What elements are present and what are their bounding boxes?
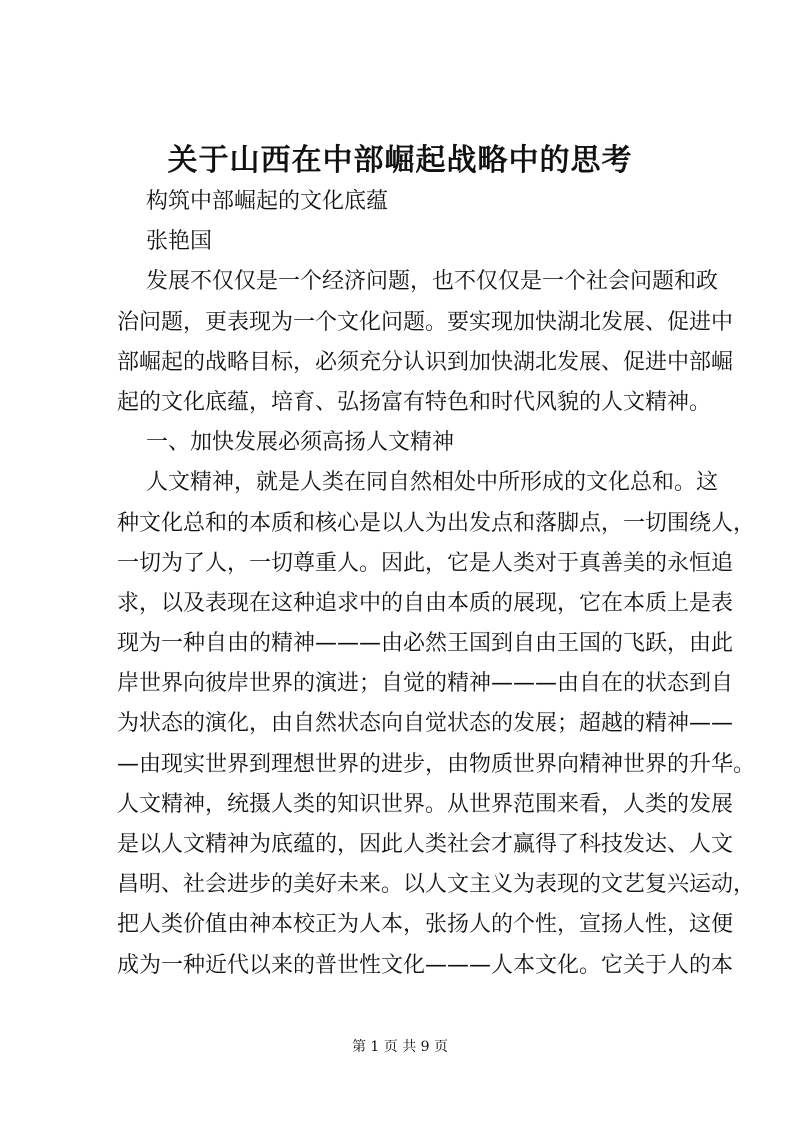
body-line-6: 起的文化底蕴，培育、弘扬富有特色和时代风貌的人文精神。	[117, 389, 712, 415]
document-body	[117, 182, 756, 986]
body-line-3: 发展不仅仅是一个经济问题，也不仅仅是一个社会问题和政	[146, 269, 719, 295]
body-line-8: 人文精神，就是人类在同自然相处中所形成的文化总和。这	[146, 470, 719, 496]
body-line-2: 张艳国	[146, 229, 213, 255]
body-line-17: 是以人文精神为底蕴的，因此人类社会才赢得了科技发达、人文	[117, 832, 734, 857]
body-line-10: 一切为了人，一切尊重人。因此，它是人类对于真善美的永恒追	[117, 550, 734, 576]
body-line-13: 岸世界向彼岸世界的演进；自觉的精神———由自在的状态到自	[117, 671, 734, 697]
body-line-19: 把人类价值由神本校正为人本，张扬人的个性，宣扬人性，这便	[117, 912, 734, 938]
body-line-11: 求，以及表现在这种追求中的自由本质的展现，它在本质上是表	[117, 590, 734, 616]
body-line-16: 人文精神，统摄人类的知识世界。从世界范围来看，人类的发展	[117, 791, 734, 817]
body-line-18: 昌明、社会进步的美好未来。以人文主义为表现的文艺复兴运动，	[117, 872, 756, 898]
body-line-14: 为状态的演化，由自然状态向自觉状态的发展；超越的精神——	[117, 711, 734, 737]
body-line-12: 现为一种自由的精神———由必然王国到自由王国的飞跃，由此	[117, 631, 734, 657]
body-line-20: 成为一种近代以来的普世性文化———人本文化。它关于人的本	[117, 952, 734, 978]
page-footer: 第 1 页 共 9 页	[351, 1039, 449, 1055]
body-line-4: 治问题，更表现为一个文化问题。要实现加快湖北发展、促进中	[117, 309, 734, 335]
body-line-7: 一、加快发展必须高扬人文精神	[146, 430, 455, 456]
body-line-9: 种文化总和的本质和核心是以人为出发点和落脚点，一切围绕人，	[117, 510, 756, 536]
body-line-15: —由现实世界到理想世界的进步，由物质世界向精神世界的升华。	[117, 751, 756, 777]
document-title: 关于山西在中部崛起战略中的思考	[167, 143, 633, 178]
body-line-1: 构筑中部崛起的文化底蕴	[146, 189, 389, 214]
body-line-5: 部崛起的战略目标，必须充分认识到加快湖北发展、促进中部崛	[117, 349, 734, 375]
